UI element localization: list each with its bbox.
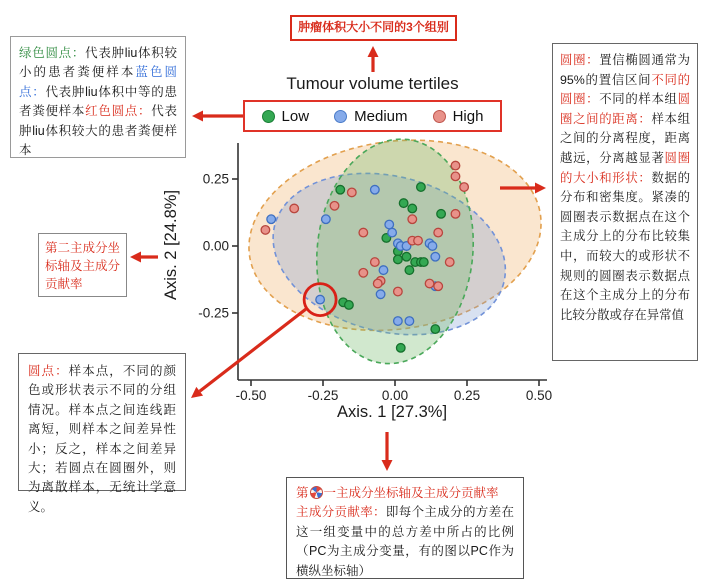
- point-high: [330, 202, 339, 211]
- y-axis-label: Axis. 2 [24.8%]: [162, 189, 180, 301]
- text-segment: 数据的分布和密集度。紧凑的圆圈表示数据点在这个主成分上的分布比较集中，而较大的或形状不规则的圆圈表示数据点在这个主成分上的分布比较分散或存在异常值: [560, 170, 691, 322]
- point-medium: [267, 215, 276, 224]
- point-low: [417, 183, 426, 192]
- arrow-circle-to-sample-box: [191, 309, 306, 398]
- x-tick-label: 0.25: [453, 388, 481, 403]
- point-medium: [428, 242, 437, 251]
- point-high: [373, 279, 382, 288]
- point-high: [359, 269, 368, 278]
- annotation-axis2: [38, 233, 127, 297]
- point-medium: [322, 215, 331, 224]
- x-tick-label: 0.00: [381, 388, 409, 403]
- legend-item-high: [433, 108, 484, 125]
- point-medium: [405, 317, 414, 326]
- point-low: [420, 258, 429, 267]
- point-high: [434, 282, 443, 291]
- text-segment: 不同的圆圈：: [560, 72, 690, 107]
- text-segment: 置信椭圆通常为95%的置信区间: [560, 53, 690, 87]
- text-segment: 代表肿liu体积较小的患者粪便样本: [19, 46, 177, 80]
- point-high: [414, 236, 423, 245]
- point-high: [394, 287, 403, 296]
- arrow-to-dot-colors-box-head: [192, 111, 203, 122]
- point-high: [451, 161, 460, 170]
- point-medium: [394, 317, 403, 326]
- text-segment: 一主成分坐标轴及主成分贡献率: [323, 486, 499, 500]
- text-segment: 样本点，不同的颜色或形状表示不同的分组情况。样本点之间连线距离短，则样本之间差异性小；反之，样本之间差异大；若圆点在圆圈外，则为离散样本，无统计学意义。: [28, 364, 176, 514]
- point-high: [261, 226, 270, 235]
- arrow-to-ellipse-box-head: [535, 183, 546, 194]
- point-medium: [376, 290, 385, 299]
- annotation-sample-points: [18, 353, 186, 514]
- point-high: [445, 258, 454, 267]
- arrow-to-dot-colors-box: [192, 111, 243, 122]
- text-segment: 圆圈：: [560, 53, 600, 67]
- text-segment: 红色圆点：: [85, 104, 152, 119]
- text-segment: 蓝色圆点：: [19, 65, 177, 99]
- legend-label: Medium: [354, 107, 408, 125]
- arrow-to-axis2-box: [130, 252, 158, 263]
- point-high: [451, 210, 460, 219]
- point-low: [437, 210, 446, 219]
- x-tick-label: -0.50: [235, 388, 267, 403]
- point-low: [336, 185, 345, 194]
- y-tick-label: 0.25: [202, 171, 229, 187]
- point-high: [371, 258, 380, 267]
- legend-label: Low: [281, 107, 310, 125]
- point-high: [425, 279, 434, 288]
- text-segment: 圆圈之间的距离：: [560, 92, 690, 126]
- point-medium: [316, 295, 325, 304]
- point-medium: [379, 266, 388, 275]
- point-low: [402, 252, 411, 261]
- high-dot-icon: [433, 110, 446, 123]
- point-low: [405, 266, 414, 275]
- y-tick-label: 0.00: [202, 238, 229, 254]
- arrow-to-axis1-box: [382, 432, 393, 471]
- legend-label: High: [452, 107, 484, 125]
- annotation-ellipses: [552, 43, 698, 361]
- point-low: [396, 344, 405, 353]
- y-tick-label: -0.25: [198, 305, 229, 321]
- point-high: [348, 188, 357, 197]
- text-segment: 即每个主成分的方差在这一组变量中的总方差中所占的比例（PC为主成分变量，有的图以PC作为横纵坐标轴）: [296, 505, 514, 578]
- annotation-dot-colors: [10, 36, 186, 158]
- x-tick-label: 0.50: [525, 388, 553, 403]
- text-segment: 圆点：: [28, 364, 69, 378]
- point-low: [399, 199, 408, 208]
- point-high: [451, 172, 460, 181]
- point-high: [408, 215, 417, 224]
- point-high: [359, 228, 368, 237]
- x-tick-label: -0.25: [307, 388, 339, 403]
- x-axis-label: Axis. 1 [27.3%]: [336, 403, 448, 421]
- point-low: [394, 255, 403, 264]
- annotation-axis2-text: 第二主成分坐标轴及主成分贡献率: [45, 241, 121, 291]
- legend-item-medium: [334, 108, 407, 125]
- annotation-tumour-groups: [290, 15, 457, 41]
- chart-title: Tumour volume tertiles: [286, 74, 459, 93]
- point-low: [408, 204, 417, 213]
- point-high: [460, 183, 469, 192]
- arrow-to-axis1-box-head: [382, 460, 393, 471]
- arrow-to-top-box: [368, 46, 379, 72]
- text-segment: 绿色圆点：: [19, 46, 86, 60]
- arrow-circle-to-sample-box-line: [200, 309, 306, 391]
- arrow-to-top-box-head: [368, 46, 379, 57]
- point-medium: [431, 252, 440, 261]
- text-segment: 主成分贡献率：: [296, 505, 386, 520]
- point-high: [290, 204, 299, 213]
- text-segment: 第: [296, 486, 309, 500]
- point-low: [345, 301, 354, 310]
- text-segment: 代表肿liu体积中等的患者粪便样本: [19, 84, 177, 119]
- point-medium: [371, 185, 380, 194]
- point-medium: [388, 228, 397, 237]
- swirl-emoji-icon: [310, 486, 323, 499]
- legend-item-low: [262, 108, 310, 125]
- point-high: [434, 228, 443, 237]
- annotation-tumour-groups-text: 肿瘤体积大小不同的3个组别: [298, 20, 449, 35]
- text-segment: 代表肿liu体积较大的患者粪便样本: [19, 104, 177, 158]
- point-medium: [385, 220, 394, 229]
- low-dot-icon: [262, 110, 275, 123]
- legend: [243, 100, 502, 132]
- annotation-axis1: [286, 477, 524, 579]
- arrow-to-axis2-box-head: [130, 252, 141, 263]
- point-low: [431, 325, 440, 334]
- medium-dot-icon: [334, 110, 347, 123]
- text-segment: 圆圈的大小和形状：: [560, 150, 691, 185]
- text-segment: 不同的样本组: [599, 92, 678, 107]
- text-segment: 样本组之间的分离程度，距离越远，分离越显著: [560, 111, 691, 165]
